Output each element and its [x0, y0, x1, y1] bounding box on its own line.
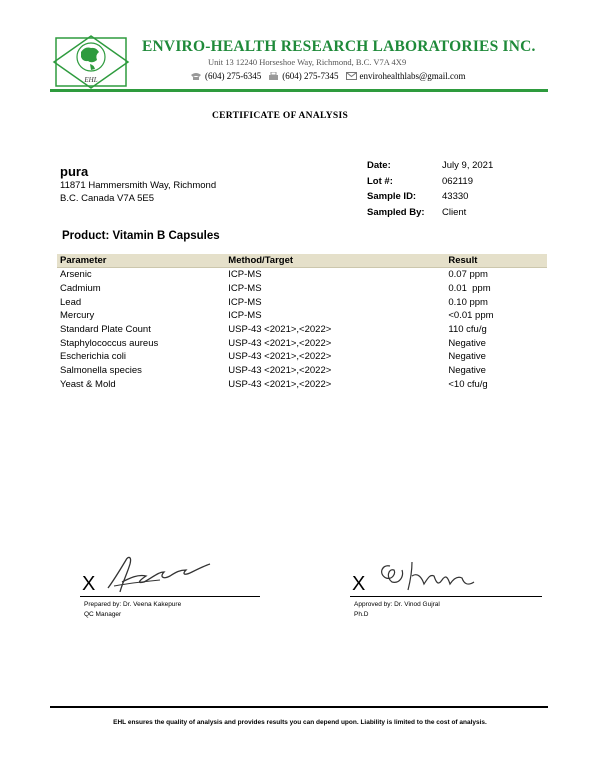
lab-address: Unit 13 12240 Horseshoe Way, Richmond, B.C. V7A 4X9	[208, 57, 407, 67]
cell-parameter: Standard Plate Count	[60, 324, 151, 336]
sample-meta	[367, 158, 493, 220]
phone-number: (604) 275-6345	[205, 71, 262, 81]
client-address-line2: B.C. Canada V7A 5E5	[60, 193, 155, 204]
cell-method: USP-43 <2021>,<2022>	[228, 337, 332, 349]
cell-result: Negative	[448, 337, 486, 349]
cell-result: 0.10 ppm	[448, 296, 488, 308]
cell-result: 0.07 ppm	[448, 269, 488, 281]
table-row	[57, 350, 547, 364]
table-row	[57, 268, 547, 282]
left-signature-mark: X	[82, 573, 96, 595]
fax-icon	[268, 72, 279, 81]
lab-logo	[50, 34, 132, 90]
product-title: Product: Vitamin B Capsules	[62, 230, 220, 242]
footer-disclaimer: EHL ensures the quality of analysis and provides results you can depend upon. Liability is limited to the cost of analysis.	[113, 719, 487, 726]
meta-label: Sample ID:	[367, 191, 417, 202]
cell-parameter: Arsenic	[60, 269, 92, 281]
header-method: Method/Target	[225, 254, 445, 268]
email-address: envirohealthlabs@gmail.com	[359, 71, 466, 81]
cell-method: ICP-MS	[228, 310, 262, 322]
cell-parameter: Escherichia coli	[60, 351, 126, 363]
contact-row	[190, 71, 466, 81]
meta-value: 062119	[442, 175, 473, 187]
cell-method: USP-43 <2021>,<2022>	[228, 324, 332, 336]
cell-result: 110 cfu/g	[448, 324, 487, 336]
cell-result: Negative	[448, 351, 486, 363]
cell-parameter: Mercury	[60, 310, 95, 322]
email-icon	[346, 72, 357, 80]
right-signature-role: Ph.D	[354, 611, 369, 618]
cell-result: Negative	[448, 365, 486, 377]
right-signature-scribble	[372, 556, 482, 601]
cell-parameter: Yeast & Mold	[60, 378, 116, 390]
fax-number: (604) 275-7345	[282, 71, 339, 81]
results-table	[57, 254, 547, 391]
table-header-row	[57, 254, 547, 268]
table-row	[57, 378, 547, 392]
cell-parameter: Lead	[60, 296, 82, 308]
cell-result: <0.01 ppm	[448, 310, 494, 322]
meta-row-sampled-by	[367, 205, 493, 221]
meta-label: Sampled By:	[367, 206, 425, 218]
document-title: CERTIFICATE OF ANALYSIS	[212, 111, 349, 121]
meta-row-sample-id	[367, 189, 493, 205]
phone-icon	[190, 72, 202, 81]
lab-name: ENVIRO-HEALTH RESEARCH LABORATORIES INC.	[142, 38, 536, 55]
meta-row-date	[367, 158, 493, 174]
cell-method: ICP-MS	[228, 296, 262, 308]
table-row	[57, 364, 547, 378]
right-signature-line	[350, 596, 542, 597]
header-parameter: Parameter	[57, 254, 225, 268]
left-signature-line	[80, 596, 260, 597]
table-row	[57, 309, 547, 323]
cell-parameter: Staphylococcus aureus	[60, 337, 159, 349]
meta-label: Lot #:	[367, 175, 393, 187]
table-row	[57, 295, 547, 309]
cell-result: <10 cfu/g	[448, 378, 488, 390]
left-signature-caption: Prepared by: Dr. Veena Kakepure	[84, 601, 182, 608]
meta-value: 43330	[442, 191, 469, 202]
cell-parameter: Salmonella species	[60, 365, 142, 377]
table-row	[57, 282, 547, 296]
meta-label: Date:	[367, 160, 391, 171]
meta-row-lot	[367, 174, 493, 190]
client-name: pura	[60, 164, 89, 179]
client-address-line1: 11871 Hammersmith Way, Richmond	[60, 180, 217, 191]
cell-method: ICP-MS	[228, 283, 262, 295]
cell-method: USP-43 <2021>,<2022>	[228, 378, 332, 390]
left-signature-scribble	[100, 552, 220, 602]
meta-value: Client	[442, 206, 467, 218]
cell-method: USP-43 <2021>,<2022>	[228, 365, 332, 377]
cell-parameter: Cadmium	[60, 283, 101, 295]
right-signature-mark: X	[352, 573, 366, 595]
right-signature-caption: Approved by: Dr. Vinod Gujral	[354, 601, 440, 608]
table-row	[57, 323, 547, 337]
cell-result: 0.01 ppm	[448, 283, 491, 295]
footer-divider	[50, 706, 548, 708]
left-signature-role: QC Manager	[84, 611, 122, 618]
logo-text: EHL	[84, 76, 98, 84]
table-row	[57, 336, 547, 350]
meta-value: July 9, 2021	[442, 160, 494, 171]
cell-method: ICP-MS	[228, 269, 262, 281]
cell-method: USP-43 <2021>,<2022>	[228, 351, 332, 363]
header-result: Result	[445, 254, 547, 268]
header-divider	[50, 89, 548, 92]
